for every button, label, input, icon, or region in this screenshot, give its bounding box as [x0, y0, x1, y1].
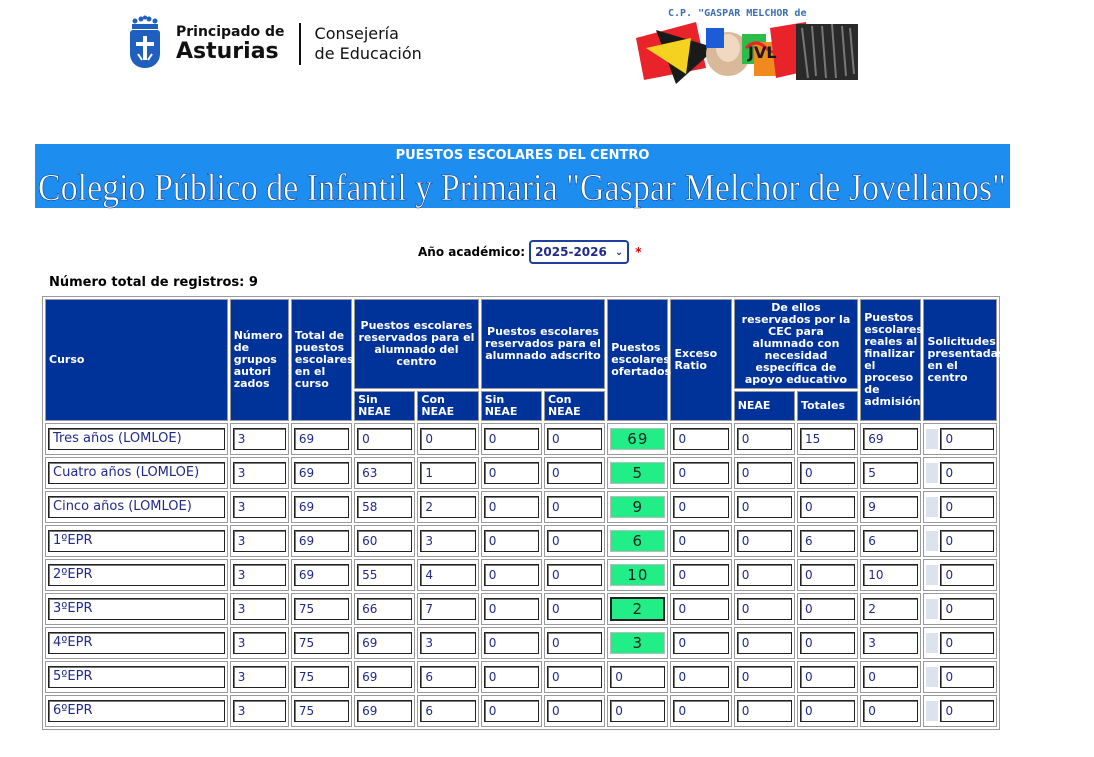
course-field[interactable]: Cuatro años (LOMLOE): [48, 462, 225, 484]
cec-totales-field-cell: [797, 695, 858, 727]
grupos-field-cell: [230, 525, 289, 557]
table-row: [45, 525, 997, 557]
total-field[interactable]: 69: [294, 564, 349, 586]
header-reales: Puestos escolares reales al finalizar el proceso de admisión: [860, 299, 921, 421]
grupos-field-cell: [230, 695, 289, 727]
grupos-field[interactable]: 3: [233, 462, 286, 484]
grupos-field[interactable]: 3: [233, 428, 286, 450]
adscrito-sin-neae-field[interactable]: 0: [484, 428, 539, 450]
header-centro-sin-neae: Sin NEAE: [354, 391, 415, 421]
reales-field-cell: [860, 491, 921, 523]
cec-neae-field-cell: [734, 695, 795, 727]
adscrito-con-neae-field[interactable]: 0: [547, 632, 602, 654]
year-select[interactable]: [529, 240, 629, 264]
adscrito-con-neae-field[interactable]: 0: [547, 530, 602, 552]
centro-con-neae-field[interactable]: 3: [420, 530, 475, 552]
cec-neae-field-cell: [734, 661, 795, 693]
centro-sin-neae-field-cell: [354, 423, 415, 455]
total-field[interactable]: 69: [294, 496, 349, 518]
centro-con-neae-field[interactable]: 3: [420, 632, 475, 654]
total-field[interactable]: 75: [294, 632, 349, 654]
cec-totales-field-cell: [797, 423, 858, 455]
year-selector-row: [418, 240, 642, 264]
cec-totales-field[interactable]: 0: [800, 462, 855, 484]
adscrito-sin-neae-field-cell: [481, 593, 542, 625]
reales-field[interactable]: 6: [863, 530, 918, 552]
adscrito-sin-neae-field[interactable]: 0: [484, 598, 539, 620]
table-row: [45, 593, 997, 625]
row-marker: [926, 565, 938, 585]
header-reservados-adscrito: Puestos escolares reservados para el alumnado adscrito: [481, 299, 606, 389]
course-field[interactable]: Tres años (LOMLOE): [48, 428, 225, 450]
cec-neae-field[interactable]: 0: [737, 564, 792, 586]
solicitudes-field-cell: [923, 525, 997, 557]
centro-con-neae-field[interactable]: 1: [420, 462, 475, 484]
total-field-cell: [291, 593, 352, 625]
centro-sin-neae-field[interactable]: 69: [357, 666, 412, 688]
reales-field-cell: [860, 627, 921, 659]
solicitudes-field[interactable]: 0: [940, 428, 994, 450]
exceso-ratio-field[interactable]: 0: [673, 496, 728, 518]
adscrito-sin-neae-field[interactable]: 0: [484, 530, 539, 552]
adscrito-sin-neae-field[interactable]: 0: [484, 564, 539, 586]
adscrito-sin-neae-field[interactable]: 0: [484, 700, 539, 722]
cec-totales-field-cell: [797, 457, 858, 489]
adscrito-con-neae-field[interactable]: 0: [547, 428, 602, 450]
centro-sin-neae-field[interactable]: 58: [357, 496, 412, 518]
adscrito-con-neae-field[interactable]: 0: [547, 666, 602, 688]
total-field[interactable]: 75: [294, 598, 349, 620]
grupos-field[interactable]: 3: [233, 598, 286, 620]
total-field-cell: [291, 491, 352, 523]
table-body: [45, 423, 997, 727]
solicitudes-field[interactable]: 0: [940, 462, 994, 484]
row-marker: [926, 701, 938, 721]
total-field[interactable]: 69: [294, 428, 349, 450]
exceso-ratio-field[interactable]: 0: [673, 632, 728, 654]
ofertados-field[interactable]: 5: [610, 462, 665, 484]
adscrito-sin-neae-field-cell: [481, 423, 542, 455]
table-row: [45, 627, 997, 659]
grupos-field[interactable]: 3: [233, 632, 286, 654]
school-name: Colegio Público de Infantil y Primaria "Gaspar Melchor de Jovellanos": [38, 167, 1006, 209]
centro-sin-neae-field-cell: [354, 525, 415, 557]
adscrito-con-neae-field-cell: [544, 627, 605, 659]
ofertados-field[interactable]: 69: [610, 428, 665, 450]
centro-con-neae-field[interactable]: 6: [420, 700, 475, 722]
reales-field-cell: [860, 593, 921, 625]
header-total-puestos: Total de puestos escolares en el curso: [291, 299, 352, 421]
centro-sin-neae-field-cell: [354, 627, 415, 659]
centro-sin-neae-field[interactable]: 63: [357, 462, 412, 484]
adscrito-con-neae-field[interactable]: 0: [547, 496, 602, 518]
ofertados-field-cell: [607, 627, 668, 659]
centro-con-neae-field-cell: [417, 593, 478, 625]
total-field-cell: [291, 423, 352, 455]
reales-field-cell: [860, 559, 921, 591]
reales-field[interactable]: 0: [863, 700, 918, 722]
solicitudes-field-cell: [923, 593, 997, 625]
centro-sin-neae-field-cell: [354, 695, 415, 727]
total-field[interactable]: 75: [294, 666, 349, 688]
exceso-ratio-field-cell: [670, 593, 731, 625]
course-field-cell: [45, 661, 228, 693]
ofertados-field[interactable]: 0: [610, 666, 665, 688]
centro-con-neae-field-cell: [417, 525, 478, 557]
course-field-cell: [45, 593, 228, 625]
grupos-field[interactable]: 3: [233, 700, 286, 722]
centro-con-neae-field[interactable]: 7: [420, 598, 475, 620]
ofertados-field[interactable]: 10: [610, 564, 665, 586]
total-field-cell: [291, 559, 352, 591]
course-field-cell: [45, 627, 228, 659]
course-field[interactable]: 6ºEPR: [48, 700, 225, 722]
centro-con-neae-field-cell: [417, 559, 478, 591]
cec-neae-field-cell: [734, 593, 795, 625]
solicitudes-field-cell: [923, 491, 997, 523]
course-field-cell: [45, 491, 228, 523]
exceso-ratio-field[interactable]: 0: [673, 462, 728, 484]
solicitudes-field[interactable]: 0: [940, 496, 994, 518]
header-ofertados: Puestos escolares ofertados: [607, 299, 668, 421]
solicitudes-field-cell: [923, 457, 997, 489]
centro-sin-neae-field-cell: [354, 559, 415, 591]
centro-sin-neae-field[interactable]: 60: [357, 530, 412, 552]
centro-con-neae-field[interactable]: 0: [420, 428, 475, 450]
school-logo-collage-icon: [636, 8, 862, 88]
cec-neae-field[interactable]: 0: [737, 700, 792, 722]
course-field-cell: [45, 559, 228, 591]
exceso-ratio-field-cell: [670, 525, 731, 557]
reales-field[interactable]: 9: [863, 496, 918, 518]
exceso-ratio-field[interactable]: 0: [673, 666, 728, 688]
exceso-ratio-field[interactable]: 0: [673, 530, 728, 552]
adscrito-con-neae-field[interactable]: 0: [547, 700, 602, 722]
ofertados-field[interactable]: 3: [610, 632, 665, 654]
total-field[interactable]: 69: [294, 530, 349, 552]
cec-neae-field[interactable]: 0: [737, 496, 792, 518]
reales-field-cell: [860, 457, 921, 489]
cec-neae-field-cell: [734, 491, 795, 523]
course-field[interactable]: Cinco años (LOMLOE): [48, 496, 225, 518]
centro-sin-neae-field-cell: [354, 491, 415, 523]
banner-title: PUESTOS ESCOLARES DEL CENTRO: [395, 148, 650, 163]
header-num-grupos: Número de grupos autori zados: [230, 299, 289, 421]
ofertados-field-cell: [607, 593, 668, 625]
cec-totales-field-cell: [797, 525, 858, 557]
reales-field[interactable]: 2: [863, 598, 918, 620]
centro-sin-neae-field[interactable]: 69: [357, 632, 412, 654]
course-field[interactable]: 5ºEPR: [48, 666, 225, 688]
course-field[interactable]: 4ºEPR: [48, 632, 225, 654]
reales-field[interactable]: 10: [863, 564, 918, 586]
course-field-cell: [45, 525, 228, 557]
grupos-field-cell: [230, 627, 289, 659]
ofertados-field-cell: [607, 695, 668, 727]
grupos-field-cell: [230, 593, 289, 625]
cec-totales-field[interactable]: 0: [800, 598, 855, 620]
year-label: Año académico:: [418, 245, 526, 259]
centro-con-neae-field-cell: [417, 491, 478, 523]
exceso-ratio-field-cell: [670, 457, 731, 489]
centro-con-neae-field-cell: [417, 423, 478, 455]
adscrito-sin-neae-field[interactable]: 0: [484, 462, 539, 484]
exceso-ratio-field-cell: [670, 491, 731, 523]
exceso-ratio-field-cell: [670, 695, 731, 727]
cec-neae-field[interactable]: 0: [737, 632, 792, 654]
adscrito-sin-neae-field[interactable]: 0: [484, 496, 539, 518]
adscrito-sin-neae-field-cell: [481, 559, 542, 591]
row-marker: [926, 497, 938, 517]
table-row: [45, 457, 997, 489]
reales-field-cell: [860, 423, 921, 455]
cec-totales-field-cell: [797, 593, 858, 625]
exceso-ratio-field-cell: [670, 423, 731, 455]
adscrito-sin-neae-field-cell: [481, 491, 542, 523]
course-field-cell: [45, 423, 228, 455]
centro-sin-neae-field[interactable]: 55: [357, 564, 412, 586]
cec-neae-field-cell: [734, 627, 795, 659]
grupos-field-cell: [230, 457, 289, 489]
centro-con-neae-field-cell: [417, 457, 478, 489]
course-field[interactable]: 2ºEPR: [48, 564, 225, 586]
exceso-ratio-field[interactable]: 0: [673, 564, 728, 586]
cec-totales-field-cell: [797, 491, 858, 523]
asturias-crest-icon: [128, 16, 162, 72]
adscrito-sin-neae-field-cell: [481, 457, 542, 489]
grupos-field[interactable]: 3: [233, 496, 286, 518]
reales-field[interactable]: 0: [863, 666, 918, 688]
places-table: [42, 296, 1005, 730]
solicitudes-field-cell: [923, 423, 997, 455]
cec-neae-field[interactable]: 0: [737, 462, 792, 484]
header-solicitudes: Solicitudes presentadas en el centro: [923, 299, 997, 421]
centro-sin-neae-field[interactable]: 66: [357, 598, 412, 620]
ofertados-field-cell: [607, 525, 668, 557]
adscrito-con-neae-field[interactable]: 0: [547, 462, 602, 484]
cec-neae-field[interactable]: 0: [737, 428, 792, 450]
grupos-field[interactable]: 3: [233, 666, 286, 688]
course-field[interactable]: 1ºEPR: [48, 530, 225, 552]
cec-neae-field-cell: [734, 525, 795, 557]
centro-con-neae-field[interactable]: 4: [420, 564, 475, 586]
centro-con-neae-field-cell: [417, 661, 478, 693]
row-marker: [926, 429, 938, 449]
grupos-field-cell: [230, 491, 289, 523]
header-curso: Curso: [45, 299, 228, 421]
cec-totales-field[interactable]: 0: [800, 666, 855, 688]
adscrito-con-neae-field-cell: [544, 593, 605, 625]
centro-sin-neae-field[interactable]: 69: [357, 700, 412, 722]
ofertados-field[interactable]: 6: [610, 530, 665, 552]
total-field-cell: [291, 457, 352, 489]
exceso-ratio-field[interactable]: 0: [673, 428, 728, 450]
ofertados-field[interactable]: 2: [610, 597, 665, 621]
reales-field-cell: [860, 525, 921, 557]
table-row: [45, 661, 997, 693]
centro-sin-neae-field-cell: [354, 661, 415, 693]
solicitudes-field[interactable]: 0: [940, 666, 994, 688]
adscrito-sin-neae-field-cell: [481, 525, 542, 557]
logo-divider: [299, 23, 301, 65]
centro-sin-neae-field-cell: [354, 593, 415, 625]
header-cec-neae: NEAE: [734, 391, 795, 421]
total-field-cell: [291, 525, 352, 557]
centro-con-neae-field-cell: [417, 695, 478, 727]
centro-con-neae-field-cell: [417, 627, 478, 659]
reales-field-cell: [860, 661, 921, 693]
ofertados-field-cell: [607, 423, 668, 455]
cec-neae-field[interactable]: 0: [737, 530, 792, 552]
total-field[interactable]: 69: [294, 462, 349, 484]
table-row: [45, 423, 997, 455]
cec-totales-field[interactable]: 0: [800, 496, 855, 518]
ofertados-field[interactable]: 0: [610, 700, 665, 722]
asturias-line2: Asturias: [176, 39, 279, 64]
grupos-field-cell: [230, 559, 289, 591]
ofertados-field-cell: [607, 559, 668, 591]
exceso-ratio-field-cell: [670, 661, 731, 693]
adscrito-sin-neae-field[interactable]: 0: [484, 666, 539, 688]
reales-field[interactable]: 3: [863, 632, 918, 654]
cec-totales-field-cell: [797, 661, 858, 693]
exceso-ratio-field-cell: [670, 627, 731, 659]
ofertados-field-cell: [607, 491, 668, 523]
header-adscrito-sin-neae: Sin NEAE: [481, 391, 542, 421]
header-centro-con-neae: Con NEAE: [417, 391, 478, 421]
adscrito-con-neae-field-cell: [544, 695, 605, 727]
adscrito-con-neae-field-cell: [544, 457, 605, 489]
adscrito-con-neae-field-cell: [544, 423, 605, 455]
cec-totales-field[interactable]: 0: [800, 632, 855, 654]
adscrito-con-neae-field-cell: [544, 491, 605, 523]
svg-text:JVL: JVL: [748, 43, 777, 62]
total-field-cell: [291, 695, 352, 727]
adscrito-con-neae-field[interactable]: 0: [547, 564, 602, 586]
school-logo: [636, 8, 862, 88]
centro-sin-neae-field-cell: [354, 457, 415, 489]
cec-neae-field[interactable]: 0: [737, 666, 792, 688]
row-marker: [926, 463, 938, 483]
adscrito-con-neae-field[interactable]: 0: [547, 598, 602, 620]
header-adscrito-con-neae: Con NEAE: [544, 391, 605, 421]
reales-field-cell: [860, 695, 921, 727]
asturias-line1: Principado de: [176, 24, 285, 40]
grupos-field-cell: [230, 661, 289, 693]
adscrito-con-neae-field-cell: [544, 661, 605, 693]
required-mark: *: [635, 245, 642, 259]
exceso-ratio-field[interactable]: 0: [673, 598, 728, 620]
header-cec-totales: Totales: [797, 391, 858, 421]
centro-con-neae-field[interactable]: 2: [420, 496, 475, 518]
course-field[interactable]: 3ºEPR: [48, 598, 225, 620]
school-logo-caption: C.P. "GASPAR MELCHOR de: [668, 8, 807, 19]
solicitudes-field-cell: [923, 627, 997, 659]
adscrito-sin-neae-field-cell: [481, 627, 542, 659]
table-row: [45, 491, 997, 523]
row-marker: [926, 633, 938, 653]
cec-neae-field-cell: [734, 457, 795, 489]
exceso-ratio-field[interactable]: 0: [673, 700, 728, 722]
total-records: Número total de registros: 9: [49, 275, 258, 290]
chevron-down-icon: ⌄: [614, 246, 624, 258]
cec-totales-field-cell: [797, 627, 858, 659]
consejeria-line1: Consejería: [314, 24, 399, 43]
solicitudes-field-cell: [923, 695, 997, 727]
total-field-cell: [291, 627, 352, 659]
reales-field[interactable]: 5: [863, 462, 918, 484]
total-field[interactable]: 75: [294, 700, 349, 722]
cec-neae-field[interactable]: 0: [737, 598, 792, 620]
centro-con-neae-field[interactable]: 6: [420, 666, 475, 688]
asturias-logo: [128, 16, 422, 72]
centro-sin-neae-field[interactable]: 0: [357, 428, 412, 450]
table-row: [45, 559, 997, 591]
cec-totales-field[interactable]: 0: [800, 700, 855, 722]
total-field-cell: [291, 661, 352, 693]
row-marker: [926, 531, 938, 551]
adscrito-sin-neae-field[interactable]: 0: [484, 632, 539, 654]
ofertados-field[interactable]: 9: [610, 496, 665, 518]
solicitudes-field[interactable]: 0: [940, 700, 994, 722]
solicitudes-field[interactable]: 0: [940, 632, 994, 654]
row-marker: [926, 667, 938, 687]
solicitudes-field-cell: [923, 559, 997, 591]
ofertados-field-cell: [607, 661, 668, 693]
cec-totales-field[interactable]: 0: [800, 564, 855, 586]
row-marker: [926, 599, 938, 619]
solicitudes-field-cell: [923, 661, 997, 693]
solicitudes-field[interactable]: 0: [940, 530, 994, 552]
cec-totales-field[interactable]: 6: [800, 530, 855, 552]
grupos-field-cell: [230, 423, 289, 455]
school-name-banner: [35, 166, 1010, 208]
cec-totales-field-cell: [797, 559, 858, 591]
grupos-field[interactable]: 3: [233, 564, 286, 586]
adscrito-con-neae-field-cell: [544, 525, 605, 557]
cec-totales-field[interactable]: 15: [800, 428, 855, 450]
header-reservados-centro: Puestos escolares reservados para el alumnado del centro: [354, 299, 479, 389]
adscrito-sin-neae-field-cell: [481, 661, 542, 693]
year-select-value: 2025-2026: [535, 245, 607, 259]
adscrito-sin-neae-field-cell: [481, 695, 542, 727]
exceso-ratio-field-cell: [670, 559, 731, 591]
ofertados-field-cell: [607, 457, 668, 489]
solicitudes-field[interactable]: 0: [940, 564, 994, 586]
header-exceso-ratio: Exceso Ratio: [670, 299, 731, 421]
solicitudes-field[interactable]: 0: [940, 598, 994, 620]
cec-neae-field-cell: [734, 559, 795, 591]
grupos-field[interactable]: 3: [233, 530, 286, 552]
consejeria-line2: de Educación: [314, 44, 422, 63]
cec-neae-field-cell: [734, 423, 795, 455]
page-banner: [35, 144, 1010, 208]
adscrito-con-neae-field-cell: [544, 559, 605, 591]
course-field-cell: [45, 695, 228, 727]
header-reservados-cec: De ellos reservados por la CEC para alumnado con necesidad específica de apoyo educativo: [734, 299, 859, 389]
course-field-cell: [45, 457, 228, 489]
table-row: [45, 695, 997, 727]
reales-field[interactable]: 69: [863, 428, 918, 450]
